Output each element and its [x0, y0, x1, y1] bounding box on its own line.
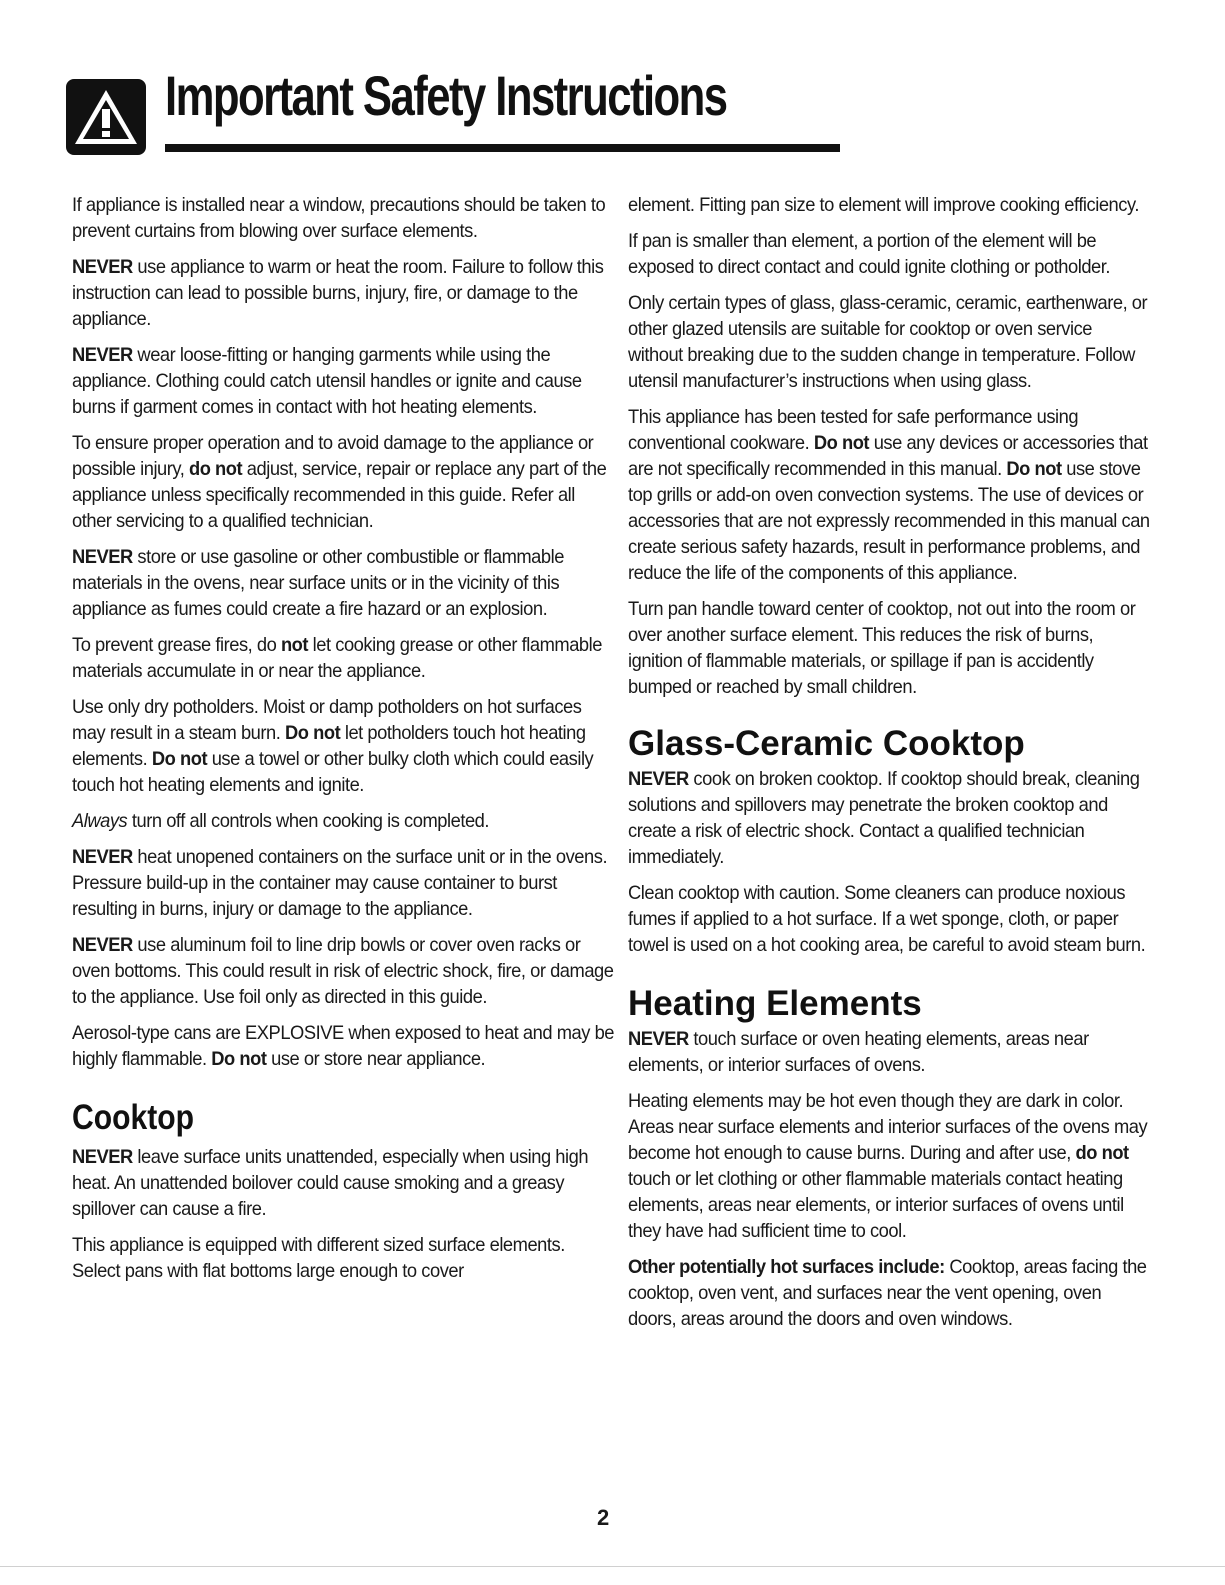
page-header [65, 60, 775, 158]
paragraph: Clean cooktop with caution. Some cleaners can produce noxious fumes if applied to a hot surface. If a wet sponge, cloth, or paper towel is used on a hot cooking area, be careful to avoid steam burn. [628, 882, 1146, 956]
paragraph: Aerosol-type cans are EXPLOSIVE when exposed to heat and may be highly flammable. Do not use or store near appliance. [72, 1022, 615, 1070]
paragraph: Turn pan handle toward center of cooktop, not out into the room or over another surface element. This reduces the risk of burns, ignition of flammable materials, or spillage if pan is accidently bumped or reached by small children. [628, 598, 1136, 698]
page-title: Important Safety Instructions [165, 64, 727, 127]
paragraph: Only certain types of glass, glass-ceramic, ceramic, earthenware, or other glazed utensils are suitable for cooktop or oven service without breaking due to the sudden change in temperature. Follow utensil manufacturer’s instructions when using glass. [628, 292, 1148, 392]
paragraph: If pan is smaller than element, a portion of the element will be exposed to direct contact and could ignite clothing or potholder. [628, 230, 1111, 278]
paragraph: NEVER cook on broken cooktop. If cooktop should break, cleaning solutions and spillovers may penetrate the broken cooktop and create a risk of electric shock. Contact a qualified technician immediately. [628, 768, 1140, 868]
left-column [72, 192, 617, 1294]
section-title-heating-elements: Heating Elements [628, 984, 922, 1023]
right-column [628, 192, 1153, 1342]
paragraph: NEVER store or use gasoline or other combustible or flammable materials in the ovens, near surface units or in the vicinity of this appliance as fumes could create a fire hazard or an explosion. [72, 546, 564, 620]
paragraph: Always turn off all controls when cooking is completed. [72, 810, 490, 832]
header-rule [165, 144, 840, 152]
paragraph: NEVER use aluminum foil to line drip bowls or cover oven racks or oven bottoms. This could result in risk of electric shock, fire, or damage to the appliance. Use foil only as directed in this guide. [72, 934, 614, 1008]
paragraph: NEVER use appliance to warm or heat the room. Failure to follow this instruction can lead to possible burns, injury, fire, or damage to the appliance. [72, 256, 604, 330]
paragraph: NEVER heat unopened containers on the surface unit or in the ovens. Pressure build-up in the container may cause container to burst resulting in burns, injury or damage to the appliance. [72, 846, 608, 920]
paragraph: To ensure proper operation and to avoid damage to the appliance or possible injury, do not adjust, service, repair or replace any part of the appliance unless specifically recommended in this guide. Refer all other servicing to a qualified technician. [72, 432, 607, 532]
section-title-glass-ceramic-cooktop: Glass-Ceramic Cooktop [628, 724, 1025, 763]
bottom-rule [0, 1566, 1225, 1567]
section-title-cooktop: Cooktop [72, 1098, 195, 1137]
page-number: 2 [597, 1505, 610, 1530]
paragraph: Heating elements may be hot even though they are dark in color. Areas near surface elements and interior surfaces of the ovens may become hot enough to cause burns. During and after use, do not touch or let clothing or other flammable materials contact heating elements, areas near elements, or interior surfaces of ovens until they have had sufficient time to cool. [628, 1090, 1148, 1242]
paragraph: NEVER touch surface or oven heating elements, areas near elements, or interior surfaces of ovens. [628, 1028, 1089, 1076]
paragraph: Other potentially hot surfaces include: Cooktop, areas facing the cooktop, oven vent, and surfaces near the vent opening, oven doors, areas around the doors and oven windows. [628, 1256, 1147, 1330]
paragraph: NEVER leave surface units unattended, especially when using high heat. An unattended boilover could cause smoking and a greasy spillover can cause a fire. [72, 1146, 589, 1220]
paragraph: element. Fitting pan size to element will improve cooking efficiency. [628, 194, 1139, 216]
paragraph: Use only dry potholders. Moist or damp potholders on hot surfaces may result in a steam burn. Do not let potholders touch hot heating elements. Do not use a towel or other bulky cloth which could easily touch hot heating elements and ignite. [72, 696, 594, 796]
paragraph: NEVER wear loose-fitting or hanging garments while using the appliance. Clothing could catch utensil handles or ignite and cause burns if garment comes in contact with hot heating elements. [72, 344, 582, 418]
paragraph: This appliance has been tested for safe performance using conventional cookware. Do not use any devices or accessories that are not specifically recommended in this manual. Do not use stove top grills or add-on oven convection systems. The use of devices or accessories that are not expressly recommended in this manual can create serious safety hazards, result in performance problems, and reduce the life of the components of this appliance. [628, 406, 1150, 584]
paragraph: If appliance is installed near a window, precautions should be taken to prevent curtains from blowing over surface elements. [72, 194, 606, 242]
warning-triangle-icon [65, 78, 147, 156]
paragraph: To prevent grease fires, do not let cooking grease or other flammable materials accumulate in or near the appliance. [72, 634, 602, 682]
paragraph: This appliance is equipped with different sized surface elements. Select pans with flat bottoms large enough to cover [72, 1234, 565, 1282]
